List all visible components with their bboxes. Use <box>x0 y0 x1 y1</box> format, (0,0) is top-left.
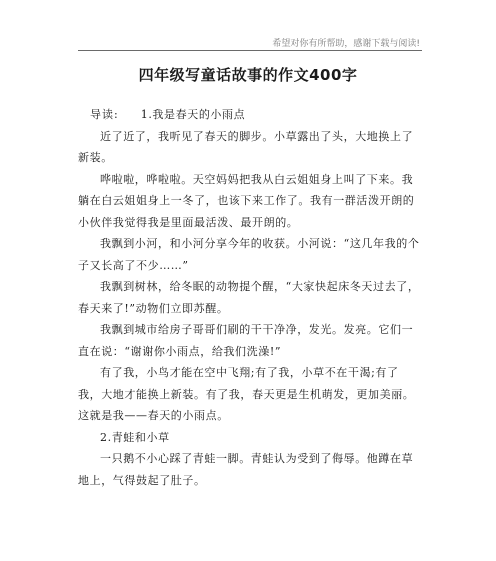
header-note: 希望对你有所帮助，感谢下载与阅读! <box>272 39 420 49</box>
header-divider <box>78 50 422 51</box>
paragraph: 我飘到树林，给冬眠的动物提个醒，“大家快起床冬天过去了，春天来了!”动物们立即苏醒。 <box>78 280 420 315</box>
document-title: 四年级写童话故事的作文400字 <box>138 66 358 84</box>
section2-heading: 2.青蛙和小草 <box>100 430 170 444</box>
paragraph: 一只鹅不小心踩了青蛙一脚。青蛙认为受到了侮辱。他蹲在草地上，气得鼓起了肚子。 <box>78 452 414 487</box>
document-body <box>78 104 420 491</box>
paragraph: 哗啦啦，哗啦啦。天空妈妈把我从白云姐姐身上叫了下来。我躺在白云姐姐身上一冬了，也该下来工作了。我有一群活泼开朗的小伙伴我觉得我是里面最活泼、最开朗的。 <box>78 172 415 229</box>
lead-label: 导读: <box>90 108 119 121</box>
paragraph: 近了近了，我听见了春天的脚步。小草露出了头，大地换上了新装。 <box>78 129 414 164</box>
paragraph: 我飘到小河，和小河分享今年的收获。小河说：“这几年我的个子又长高了不少……” <box>78 237 420 272</box>
paragraph: 有了我，小鸟才能在空中飞翔;有了我，小草不在干渴;有了我，大地才能换上新装。有了我，春天更是生机萌发，更加美丽。这就是我——春天的小雨点。 <box>78 366 415 422</box>
section1-heading: 1.我是春天的小雨点 <box>140 108 246 121</box>
lead-line <box>78 104 420 126</box>
paragraph: 我飘到城市给房子哥哥们刷的干干净净，发光。发亮。它们一直在说：“谢谢你小雨点，给我们洗澡!” <box>78 323 414 358</box>
